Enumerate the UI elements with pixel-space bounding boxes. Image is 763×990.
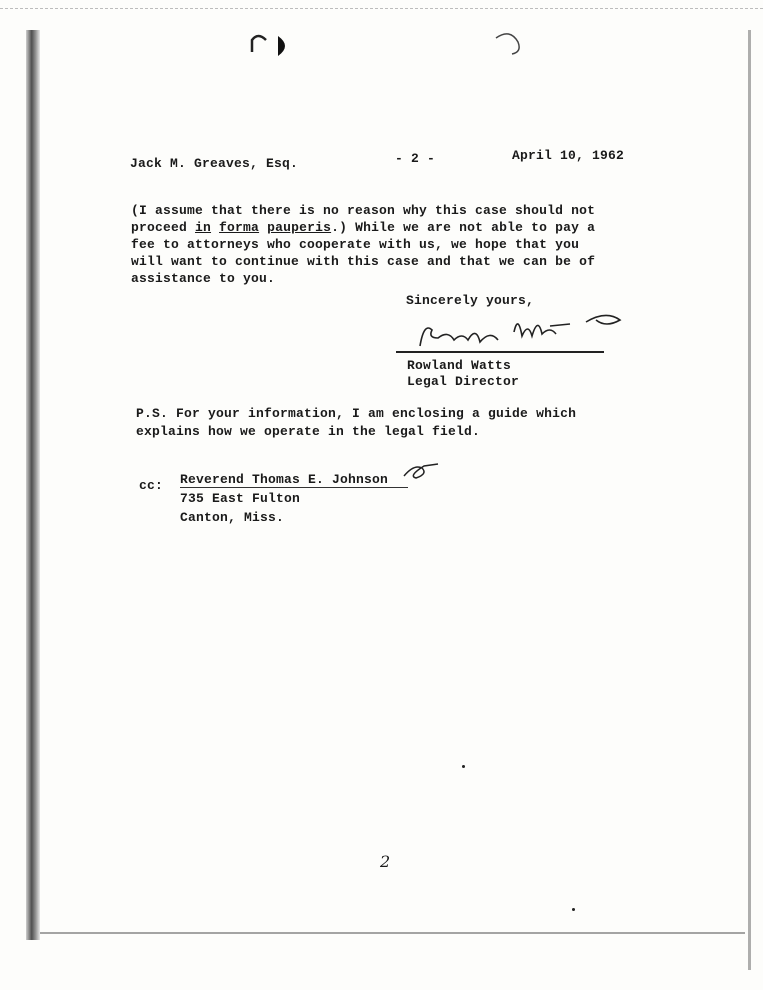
cc-street: 735 East Fulton bbox=[180, 491, 301, 506]
handwritten-page-mark: 2 bbox=[380, 852, 391, 871]
signature-line bbox=[396, 351, 604, 353]
body-line-2-post: .) While we are not able to pay a bbox=[331, 220, 596, 235]
check-mark bbox=[402, 460, 442, 484]
scribble-mark bbox=[492, 30, 532, 60]
postscript-line-2: explains how we operate in the legal field. bbox=[136, 424, 481, 439]
term-in: in bbox=[195, 220, 212, 235]
page-number: - 2 - bbox=[395, 151, 436, 166]
stray-dot bbox=[572, 908, 575, 911]
body-line-2-pre: proceed bbox=[131, 220, 196, 235]
scan-edge-right bbox=[748, 30, 751, 970]
body-line-3: fee to attorneys who cooperate with us, we hope that you bbox=[131, 237, 580, 252]
signer-title: Legal Director bbox=[407, 374, 520, 389]
term-forma: forma bbox=[219, 220, 260, 235]
body-line-2 bbox=[131, 220, 595, 235]
term-pauperis: pauperis bbox=[267, 220, 332, 235]
salutation: Sincerely yours, bbox=[406, 293, 535, 308]
handwritten-signature bbox=[410, 308, 640, 354]
scan-edge-left bbox=[26, 30, 40, 940]
cc-name: Reverend Thomas E. Johnson bbox=[180, 472, 389, 487]
body-line-4: will want to continue with this case and that we can be of bbox=[131, 254, 596, 269]
scan-edge-bottom bbox=[40, 932, 745, 934]
letter-date: April 10, 1962 bbox=[512, 148, 625, 163]
body-line-5: assistance to you. bbox=[131, 271, 276, 286]
signer-name: Rowland Watts bbox=[407, 358, 512, 373]
body-line-1: (I assume that there is no reason why this case should not bbox=[131, 203, 596, 218]
cc-label: cc: bbox=[139, 478, 164, 493]
stamp-mark bbox=[244, 30, 304, 60]
cc-underline bbox=[180, 487, 408, 488]
scan-edge-top bbox=[0, 8, 763, 9]
stray-dot bbox=[462, 765, 465, 768]
postscript-line-1: P.S. For your information, I am enclosing a guide which bbox=[136, 406, 577, 421]
cc-city: Canton, Miss. bbox=[180, 510, 285, 525]
addressee: Jack M. Greaves, Esq. bbox=[130, 156, 299, 171]
